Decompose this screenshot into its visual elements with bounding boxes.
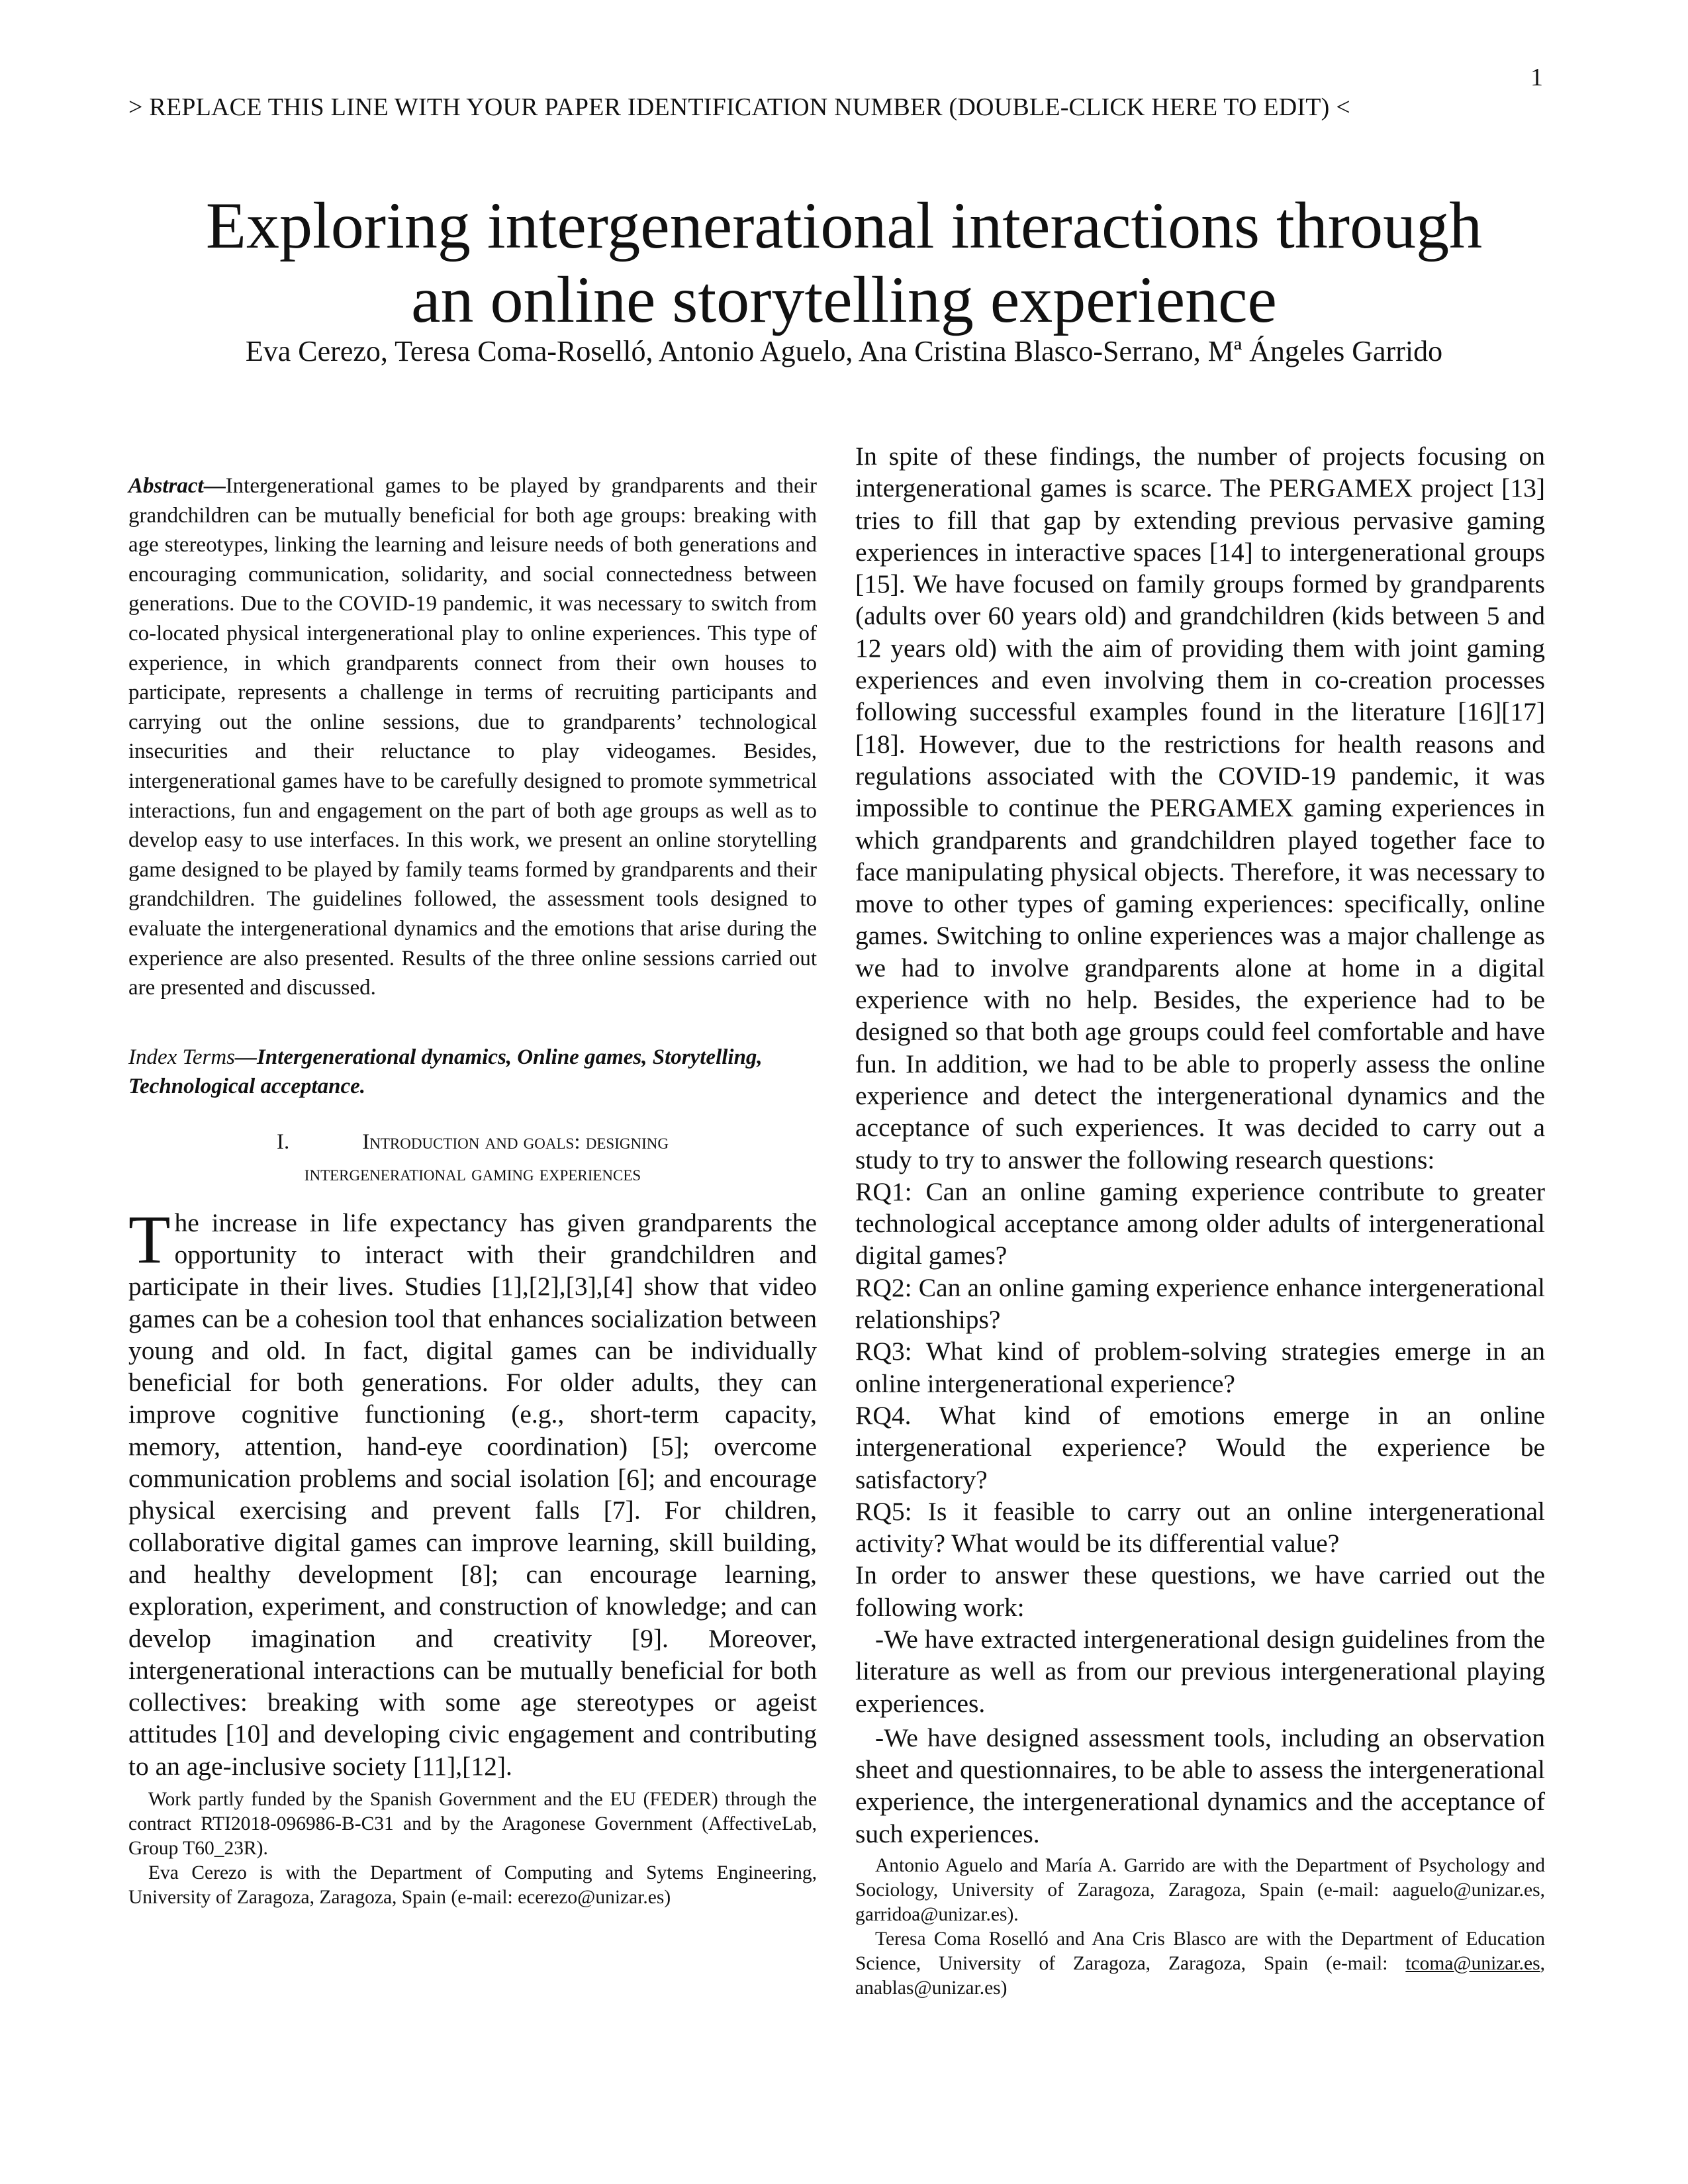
footnote-text: Teresa Coma Roselló and Ana Cris Blasco are with the Department of Education Science, University of Zaragoza, Zaragoza, Spain (e-mail: <box>855 1928 1545 1975</box>
work-item: -We have designed assessment tools, including an observation sheet and questionnaires, to be able to assess the intergenerational experience, the intergenerational dynamics and the acceptance of such experiences. <box>855 1723 1545 1848</box>
abstract-dash: — <box>203 474 226 498</box>
footnote-affiliation: Antonio Aguelo and María A. Garrido are with the Department of Psychology and Sociology, University of Zaragoza, Zaragoza, Spain (e-mail: aaguelo@unizar.es, garridoa@unizar.es). <box>855 1855 1545 1926</box>
page-number: 1 <box>1530 64 1543 91</box>
intro-text: he increase in life expectancy has given grandparents the opportunity to interact with their grandchildren and participate in their lives. Studies [1],[2],[3],[4] show that video games can be a cohesion tool that enhances socialization between young and old. In fact, digital games can be individually beneficial for both generations. For older adults, they can improve cognitive functioning (e.g., short-term capacity, memory, attention, hand-eye coordination) [5]; overcome communication problems and social isolation [6]; and encourage physical exercising and prevent falls [7]. For children, collaborative digital games can improve learning, skill building, and healthy development [8]; can encourage learning, exploration, experiment, and construction of knowledge; and can develop imagination and creativity [9]. Moreover, intergenerational interactions can be mutually beneficial for both collectives: breaking with some age stereotypes or ageist attitudes [10] and developing civic engagement and contributing to an age-inclusive society [11],[12]. <box>128 1208 817 1781</box>
research-question-1: RQ1: Can an online gaming experience contribute to greater technological acceptance among older adults of intergenerational digital games? <box>855 1176 1545 1270</box>
title-line-1: Exploring intergenerational interactions through <box>205 189 1483 262</box>
paragraph: In order to answer these questions, we have carried out the following work: <box>855 1560 1545 1622</box>
research-question-2: RQ2: Can an online gaming experience enhance intergenerational relationships? <box>855 1272 1545 1335</box>
index-terms-text: —Intergenerational dynamics, Online games, Storytelling, Technological acceptance. <box>128 1045 763 1098</box>
index-terms <box>128 1043 817 1101</box>
paragraph: In spite of these findings, the number of projects focusing on intergenerational games is scarce. The PERGAMEX project [13] tries to fill that gap by extending previous pervasive gaming experiences in interactive spaces [14] to intergenerational groups [15]. We have focused on family groups formed by grandparents (adults over 60 years old) and grandchildren (kids between 5 and 12 years old) with the aim of providing them with joint gaming experiences and even involving them in co-creation processes following successful examples found in the literature [16][17][18]. However, due to the restrictions for health reasons and regulations associated with the COVID-19 pandemic, it was impossible to continue the PERGAMEX gaming experiences in which grandparents and grandchildren played together face to face manipulating physical objects. Therefore, it was necessary to move to other types of gaming experiences: specifically, online games. Switching to online experiences was a major challenge as we had to involve grandparents alone at home in a digital experience with no help. Besides, the experience had to be designed so that both age groups could feel comfortable and have fun. In addition, we had to be able to properly assess the online experience and detect the intergenerational dynamics and the acceptance of such experiences. It was decided to carry out a study to try to answer the following research questions: <box>855 442 1545 1174</box>
section-title-line-1: Introduction and goals: designing <box>362 1129 669 1154</box>
footnote-affiliation: Eva Cerezo is with the Department of Computing and Sytems Engineering, University of Zaragoza, Zaragoza, Spain (e-mail: ecerezo@unizar.es) <box>128 1862 817 1909</box>
intro-paragraph <box>128 1201 817 1782</box>
section-heading <box>128 1126 817 1190</box>
paper-title <box>0 189 1688 337</box>
footnotes-right <box>855 1854 1545 2001</box>
research-question-4: RQ4. What kind of emotions emerge in an online intergenerational experience? Would the experience be satisfactory? <box>855 1400 1545 1494</box>
right-column <box>855 440 1545 2001</box>
section-title-line-2: intergenerational gaming experiences <box>304 1161 641 1186</box>
footnote-text: , anablas@unizar.es) <box>855 1953 1545 1999</box>
abstract-label: Abstract <box>128 474 204 498</box>
abstract <box>128 471 817 1003</box>
drop-cap: T <box>128 1201 171 1278</box>
email-link[interactable]: tcoma@unizar.es <box>1405 1953 1540 1975</box>
footnote-funding: Work partly funded by the Spanish Government and the EU (FEDER) through the contract RTI2018-096986-B-C31 and by the Aragonese Government (AffectiveLab, Group T60_23R). <box>128 1789 817 1860</box>
section-number: I. <box>277 1129 290 1154</box>
abstract-text: Intergenerational games to be played by grandparents and their grandchildren can be mutually beneficial for both age groups: breaking with age stereotypes, linking the learning and leisure needs of both generations and encouraging communication, solidarity, and social connectedness between generations. Due to the COVID-19 pandemic, it was necessary to switch from co-located physical intergenerational play to online experiences. This type of experience, in which grandparents connect from their own houses to participate, represents a challenge in terms of recruiting participants and carrying out the online sessions, due to grandparents’ technological insecurities and their reluctance to play videogames. Besides, intergenerational games have to be carefully designed to promote symmetrical interactions, fun and engagement on the part of both age groups as well as to develop easy to use interfaces. In this work, we present an online storytelling game designed to be played by family teams formed by grandparents and their grandchildren. The guidelines followed, the assessment tools designed to evaluate the intergenerational dynamics and the emotions that arise during the experience are also presented. Results of the three online sessions carried out are presented and discussed. <box>128 474 817 1000</box>
work-item: -We have extracted intergenerational design guidelines from the literature as well as from our previous intergenerational playing experiences. <box>855 1624 1545 1718</box>
footnotes-left <box>128 1787 817 1910</box>
research-question-5: RQ5: Is it feasible to carry out an online intergenerational activity? What would be its differential value? <box>855 1496 1545 1558</box>
footnote-affiliation <box>855 1927 1545 2001</box>
index-terms-label: Index Terms <box>128 1045 236 1069</box>
research-question-3: RQ3: What kind of problem-solving strategies emerge in an online intergenerational experience? <box>855 1337 1545 1398</box>
paper-id-placeholder[interactable]: > REPLACE THIS LINE WITH YOUR PAPER IDENTIFICATION NUMBER (DOUBLE-CLICK HERE TO EDIT) < <box>128 93 1350 121</box>
left-column <box>128 471 817 1910</box>
title-line-2: an online storytelling experience <box>411 263 1277 336</box>
author-list: Eva Cerezo, Teresa Coma-Roselló, Antonio Aguelo, Ana Cristina Blasco-Serrano, Mª Ángeles Garrido <box>245 335 1443 367</box>
